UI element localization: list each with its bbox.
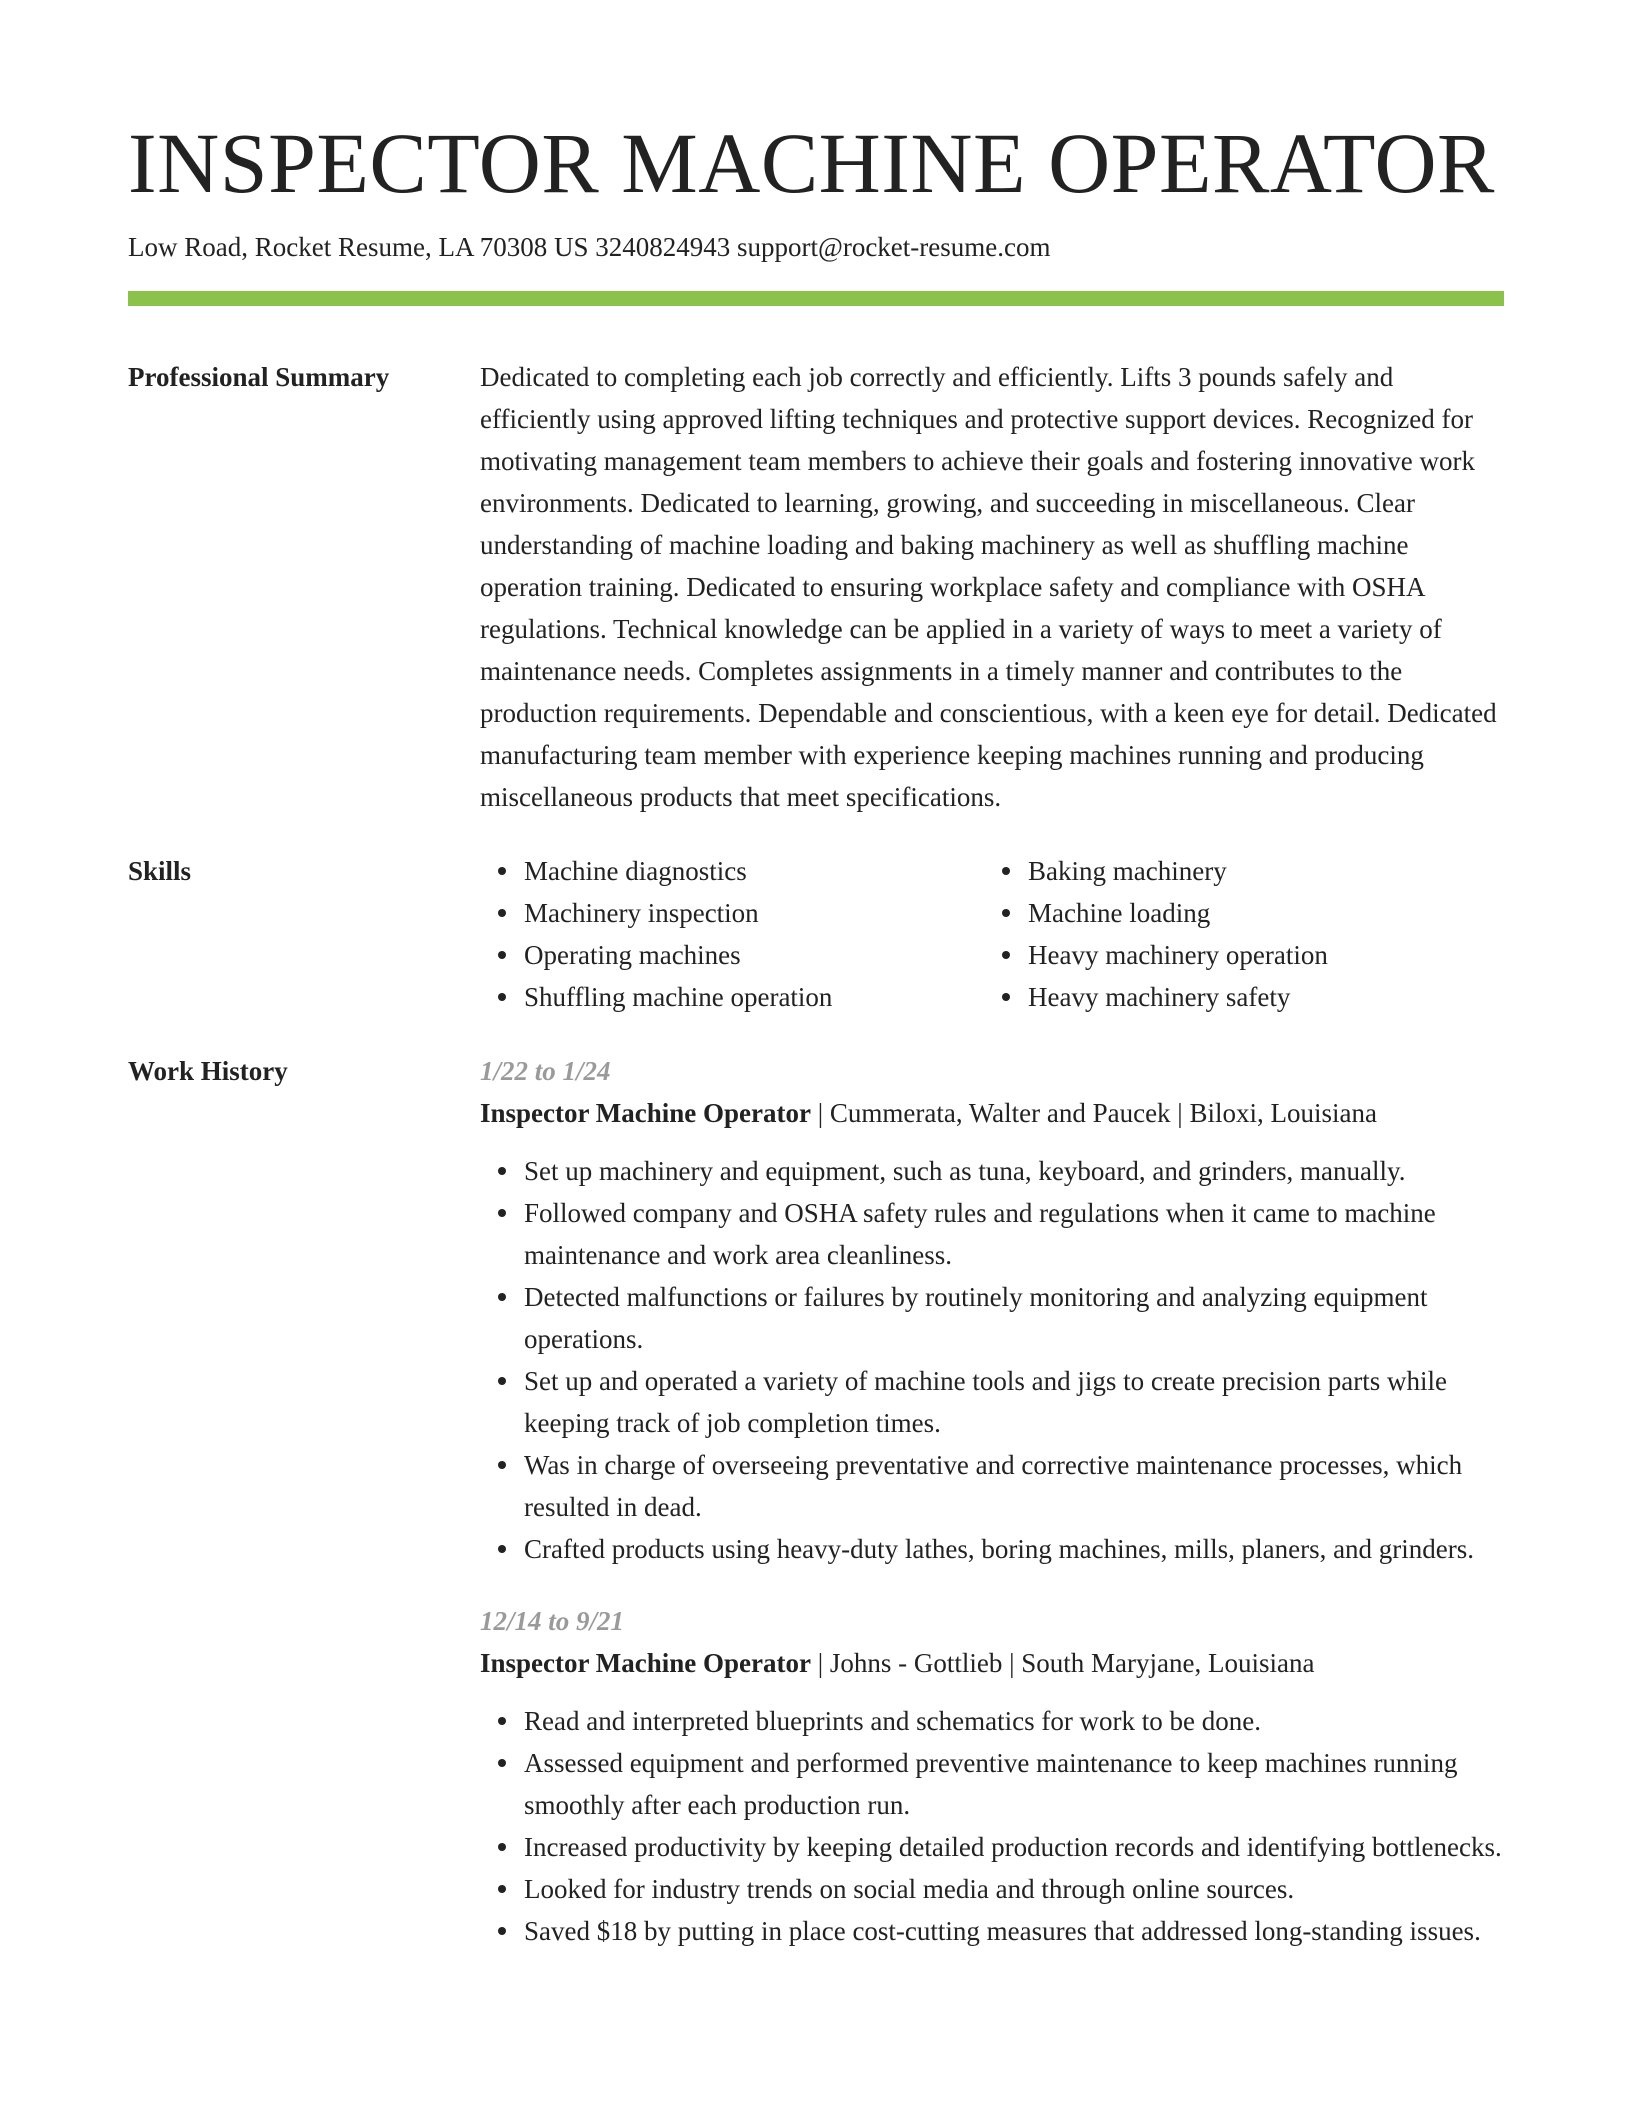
- skill-item: Shuffling machine operation: [524, 976, 984, 1018]
- job-title: Inspector Machine Operator: [480, 1098, 811, 1129]
- skills-list-left: [480, 850, 984, 1018]
- job-dates: 1/22 to 1/24: [480, 1056, 611, 1087]
- job-bullet: Looked for industry trends on social media and through online sources.: [524, 1868, 1504, 1910]
- job-bullets: [480, 1700, 1504, 1952]
- section-label-skills: Skills: [128, 856, 192, 887]
- skill-item: Operating machines: [524, 934, 984, 976]
- job-bullet: Read and interpreted blueprints and schematics for work to be done.: [524, 1700, 1504, 1742]
- resume-page: [128, 0, 1504, 1982]
- job-company-location: | Cummerata, Walter and Paucek | Biloxi, Louisiana: [810, 1098, 1377, 1129]
- job-bullet: Set up and operated a variety of machine tools and jigs to create precision parts while keeping track of job completion times.: [524, 1360, 1504, 1444]
- job-bullet: Was in charge of overseeing preventative and corrective maintenance processes, which resulted in dead.: [524, 1444, 1504, 1528]
- job-bullet: Followed company and OSHA safety rules and regulations when it came to machine maintenance and work area cleanliness.: [524, 1192, 1504, 1276]
- job-bullet: Increased productivity by keeping detailed production records and identifying bottlenecks.: [524, 1826, 1504, 1868]
- summary-text: Dedicated to completing each job correctly and efficiently. Lifts 3 pounds safely and efficiently using approved lifting techniques and protective support devices. Recognized for motivating management team members to achieve their goals and fostering innovative work environments. Dedicated to learning, growing, and succeeding in miscellaneous. Clear understanding of machine loading and baking machinery as well as shuffling machine operation training. Dedicated to ensuring workplace safety and compliance with OSHA regulations. Technical knowledge can be applied in a variety of ways to meet a variety of maintenance needs. Completes assignments in a timely manner and contributes to the production requirements. Dependable and conscientious, with a keen eye for detail. Dedicated manufacturing team member with experience keeping machines running and producing miscellaneous products that meet specifications.: [480, 362, 1497, 813]
- job-entry: [480, 1050, 1504, 1570]
- skills-list-right: [984, 850, 1488, 1018]
- job-title: Inspector Machine Operator: [480, 1648, 811, 1679]
- job-bullet: Crafted products using heavy-duty lathes, boring machines, mills, planers, and grinders.: [524, 1528, 1504, 1570]
- candidate-name: INSPECTOR MACHINE OPERATOR: [128, 115, 1495, 211]
- job-header: [480, 1642, 1504, 1684]
- job-entry: [480, 1600, 1504, 1952]
- job-bullet: Assessed equipment and performed preventive maintenance to keep machines running smoothly after each production run.: [524, 1742, 1504, 1826]
- job-bullets: [480, 1150, 1504, 1570]
- job-header: [480, 1092, 1504, 1134]
- job-bullet: Detected malfunctions or failures by routinely monitoring and analyzing equipment operations.: [524, 1276, 1504, 1360]
- professional-summary-section: [128, 356, 1504, 818]
- skill-item: Machine diagnostics: [524, 850, 984, 892]
- job-bullet: Saved $18 by putting in place cost-cutting measures that addressed long-standing issues.: [524, 1910, 1504, 1952]
- skill-item: Heavy machinery operation: [1028, 934, 1488, 976]
- skill-item: Machine loading: [1028, 892, 1488, 934]
- section-label-summary: Professional Summary: [128, 362, 390, 393]
- job-company-location: | Johns - Gottlieb | South Maryjane, Louisiana: [810, 1648, 1315, 1679]
- section-label-work: Work History: [128, 1056, 288, 1087]
- job-bullet: Set up machinery and equipment, such as tuna, keyboard, and grinders, manually.: [524, 1150, 1504, 1192]
- header-divider: [128, 291, 1504, 306]
- skills-section: [128, 850, 1504, 1018]
- skill-item: Heavy machinery safety: [1028, 976, 1488, 1018]
- skill-item: Machinery inspection: [524, 892, 984, 934]
- job-dates: 12/14 to 9/21: [480, 1606, 625, 1637]
- skill-item: Baking machinery: [1028, 850, 1488, 892]
- work-history-section: [128, 1050, 1504, 1982]
- contact-info: Low Road, Rocket Resume, LA 70308 US 3240824943 support@rocket-resume.com: [128, 232, 1051, 262]
